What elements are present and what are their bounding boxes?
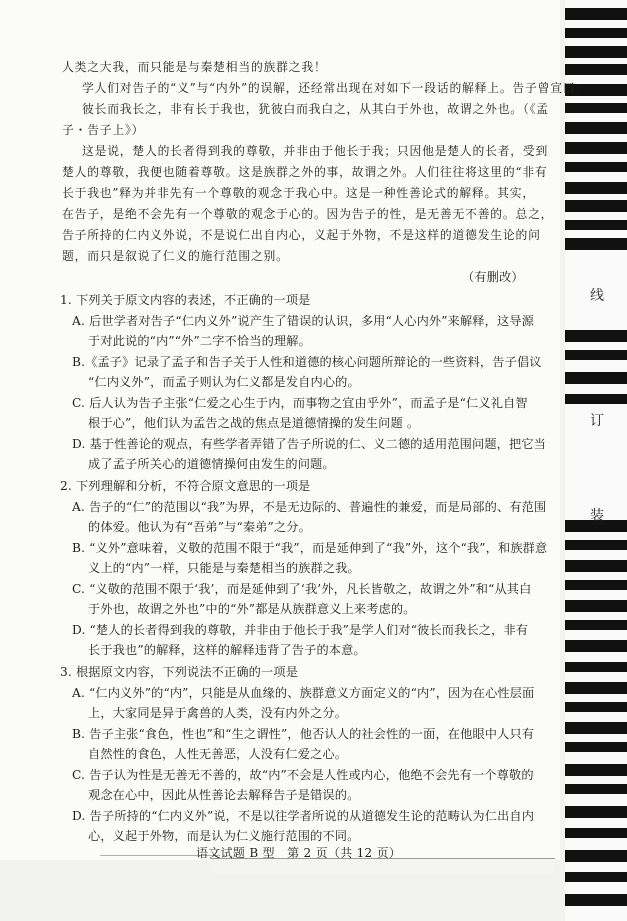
barcode-bar xyxy=(565,28,627,38)
barcode-bar xyxy=(565,394,627,404)
option-b-cont: 义上的“内”一样，只能是与秦楚相当的族群之我。 xyxy=(88,561,360,575)
barcode-bar xyxy=(565,806,627,818)
barcode-bar xyxy=(565,764,627,776)
option-c-cont: 根于心”，他们认为孟告之战的焦点是道德情操的发生问题 。 xyxy=(88,416,420,430)
binding-strip-barcode xyxy=(565,0,627,921)
barcode-bar xyxy=(565,200,627,212)
passage-line: 这是说，楚人的长者得到我的尊敬，并非由于他长于我；只因他是楚人的长者，受到 xyxy=(82,144,549,158)
barcode-bar xyxy=(565,742,627,752)
passage-line: 告子所持的仁内义外说，不是说仁出自内心，义起于外物，不是这样的道德发生论的问 xyxy=(62,228,541,242)
barcode-bar xyxy=(565,682,627,694)
barcode-bar xyxy=(565,64,627,75)
question-stem: 3. 根据原文内容，下列说法不正确的一项是 xyxy=(60,665,299,679)
barcode-bar xyxy=(565,238,627,250)
option-d-cont: 长于我也”的解释，这样的解释违背了告子的本意。 xyxy=(88,643,366,657)
barcode-bar xyxy=(565,8,627,20)
barcode-bar xyxy=(565,372,627,384)
binding-char-zhuang: 装 xyxy=(590,508,604,524)
barcode-bar xyxy=(565,850,627,862)
passage-line: 学人们对告子的“义”与“内外”的误解，还经常出现在对如下一段话的解释上。告子曾宣曰： xyxy=(82,81,589,95)
barcode-bar xyxy=(565,662,627,672)
binding-char-xian: 线 xyxy=(590,288,604,304)
option-d: D. 告子所持的“仁内义外”说，不是以往学者所说的从道德发生论的范畴认为仁出自内 xyxy=(72,809,535,823)
barcode-bar xyxy=(565,600,627,612)
barcode-bar xyxy=(565,620,627,630)
option-d-cont: 心，义起于外物，而是认为仁义施行范围的不同。 xyxy=(88,829,360,843)
barcode-bar xyxy=(565,722,627,734)
option-c: C. 后人认为告子主张“仁爱之心生于内，而事物之宜由乎外”，而孟子是“仁义礼自智 xyxy=(72,396,528,410)
option-a-cont: 的体爱。他认为有“吾弟”与“秦弟”之分。 xyxy=(88,520,311,534)
barcode-bar xyxy=(565,103,627,113)
option-a-cont: 于对此说的“内”“外”二字不恰当的理解。 xyxy=(88,334,311,348)
barcode-bar xyxy=(565,142,627,154)
option-b-cont: 自然性的食色，人性无善恶，人没有仁爱之心。 xyxy=(88,747,348,761)
option-b-cont: “仁内义外”，而孟子则认为仁义都是发自内心的。 xyxy=(88,375,360,389)
binding-char-ding: 订 xyxy=(590,413,604,429)
option-b: B. 告子主张“食色，性也”和“生之谓性”，他否认人的社会性的一面，在他眼中人只有 xyxy=(72,727,535,741)
barcode-bar xyxy=(565,894,627,906)
barcode-bar xyxy=(565,828,627,838)
barcode-bar xyxy=(565,640,627,652)
barcode-bar xyxy=(565,350,627,360)
barcode-bar xyxy=(565,122,627,134)
barcode-bar xyxy=(565,162,627,172)
question-stem: 2. 下列理解和分析，不符合原文意思的一项是 xyxy=(60,479,311,493)
page-footer: 语文试题 B 型 第 2 页（共 12 页） xyxy=(196,846,402,860)
option-c: C. “义敬的范围不限于‘我’，而是延伸到了‘我’外，凡长皆敬之，故谓之外”和“从其白 xyxy=(72,582,532,596)
barcode-bar xyxy=(565,330,627,342)
barcode-bar xyxy=(565,702,627,712)
option-a: A. 告子的“仁”的范围以“我”为界，不是无边际的、普遍性的兼爱，而是局部的、有范围 xyxy=(72,500,547,514)
source-note: （有删改） xyxy=(462,270,524,284)
question-stem: 1. 下列关于原文内容的表述，不正确的一项是 xyxy=(60,293,311,307)
option-b: B. “义外”意味着，义敬的范围不限于“我”，而是延伸到了“我”外，这个“我”，和族群意 xyxy=(72,541,548,555)
underlying-page-edge xyxy=(210,858,555,873)
option-a: A. 后世学者对告子“仁内义外”说产生了错误的认识，多用“人心内外”来解释，这导源 xyxy=(72,314,534,328)
barcode-bar xyxy=(565,220,627,230)
passage-line: 题，而只是叙说了仁义的施行范围之别。 xyxy=(62,249,289,263)
passage-quote-line: 彼长而我长之，非有长于我也，犹彼白而我白之，从其白于外也，故谓之外也。（《孟 xyxy=(82,102,549,116)
passage-line: 在告子，是绝不会先有一个尊敬的观念于心的。因为告子的性，是无善无不善的。总之， xyxy=(62,207,554,221)
passage-quote-line: 子・告子上》） xyxy=(62,123,145,137)
passage-line: 楚人的尊敬，我便也随着尊敬。这是族群之外的事，故谓之外。人们往往将这里的“非有 xyxy=(62,165,548,179)
option-d: D. “楚人的长者得到我的尊敬，并非由于他长于我”是学人们对“彼长而我长之，非有 xyxy=(72,623,529,637)
option-a: A. “仁内义外”的“内”，只能是从血缘的、族群意义方面定义的“内”，因为在心性层面 xyxy=(72,686,535,700)
barcode-bar xyxy=(565,872,627,882)
option-a-cont: 上，大家同是异于禽兽的人类，没有内外之分。 xyxy=(88,706,348,720)
barcode-bar xyxy=(565,560,627,572)
option-b: B.《孟子》记录了孟子和告子关于人性和道德的核心问题所辩论的一些资料，告子倡议 xyxy=(72,355,542,369)
barcode-bar xyxy=(565,182,627,194)
barcode-bar xyxy=(565,46,627,58)
barcode-bar xyxy=(565,580,627,590)
passage-line: 人类之大我，而只能是与秦楚相当的族群之我！ xyxy=(62,60,327,74)
option-d: D. 基于性善论的观点，有些学者弄错了告子所说的仁、义二德的适用范围问题，把它当 xyxy=(72,437,547,451)
passage-line: 长于我也”释为并非先有一个尊敬的观念于我心中。这是一种性善论式的解释。其实， xyxy=(62,186,535,200)
barcode-bar xyxy=(565,540,627,550)
barcode-bar xyxy=(565,784,627,794)
option-c-cont: 观念在心中，因此从性善论去解释告子是错误的。 xyxy=(88,788,360,802)
option-d-cont: 成了孟子所关心的道德情操何由发生的问题。 xyxy=(88,457,335,471)
option-c-cont: 于外也，故谓之外也”中的“外”都是从族群意义上来考虑的。 xyxy=(88,602,416,616)
option-c: C. 告子认为性是无善无不善的，故“内”不会是人性或内心，他绝不会先有一个尊敬的 xyxy=(72,768,534,782)
